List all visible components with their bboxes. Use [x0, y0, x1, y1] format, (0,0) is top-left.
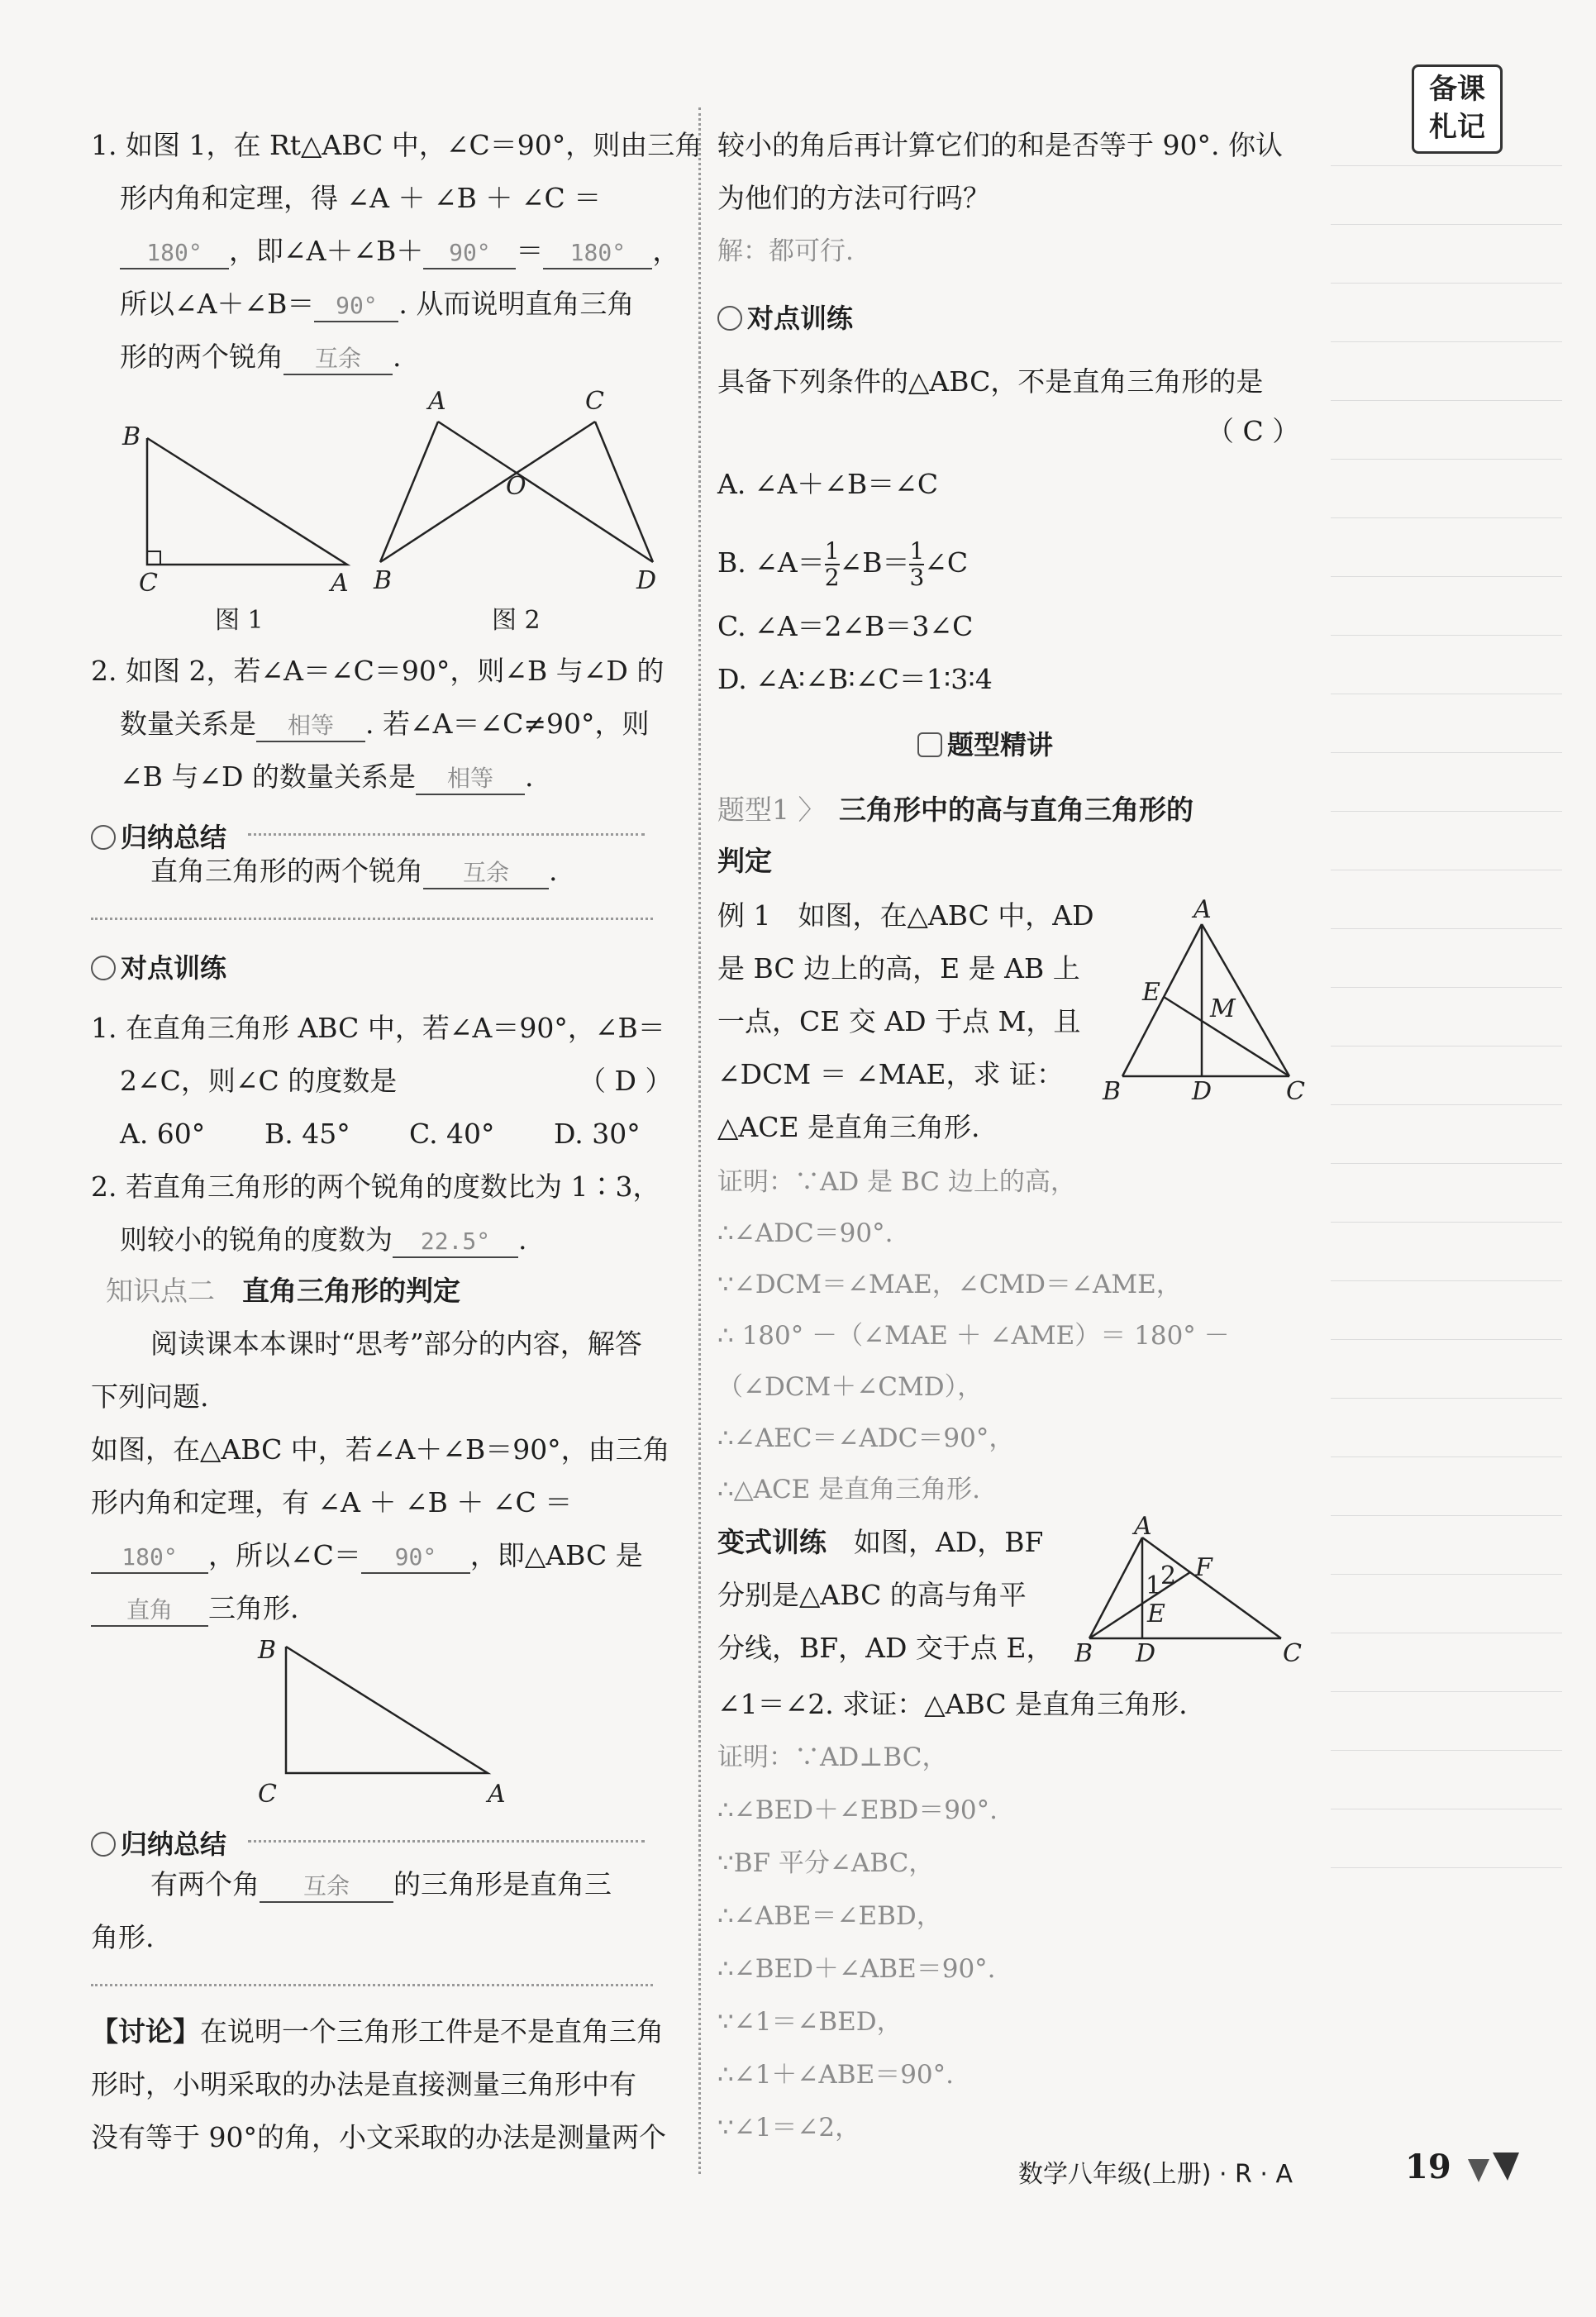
- notes-stamp: [1412, 64, 1503, 154]
- variant-figure: [1074, 1513, 1314, 1686]
- variant-line3: 分线，BF，AD 交于点 E，: [717, 1632, 1054, 1664]
- variant-line2: 分别是△ABC 的高与角平: [717, 1579, 1027, 1611]
- q1-line4: 所以∠A＋∠B＝ 90° . 从而说明直角三角: [120, 286, 634, 322]
- answer-blank: 直角: [91, 1595, 208, 1627]
- stamp-line1: 备课: [1429, 73, 1485, 106]
- summary2-heading: 归纳总结: [91, 1824, 226, 1862]
- pencil-icon: [91, 956, 116, 980]
- answer-blank: 22.5°: [393, 1227, 518, 1258]
- practice1-q2-line2: 则较小的锐角的度数为 22.5° .: [120, 1222, 527, 1258]
- ex1-line3: 一点，CE 交 AD 于点 M，且: [717, 1005, 1081, 1037]
- svg-text:C: C: [1286, 1077, 1305, 1106]
- answer-blank: 180°: [543, 238, 652, 269]
- ex1-proof-3: ∵∠DCM＝∠MAE，∠CMD＝∠AME，: [717, 1270, 1182, 1299]
- ex1-proof-1: 证明：∵AD 是 BC 边上的高，: [717, 1167, 1076, 1197]
- svg-text:A: A: [1134, 1513, 1152, 1541]
- discussion-line3: 没有等于 90°的角，小文采取的办法是测量两个: [91, 2121, 666, 2153]
- read-line4: 形内角和定理，有 ∠A ＋ ∠B ＋ ∠C ＝: [91, 1486, 573, 1518]
- variant-proof-6: ∵∠1＝∠BED，: [717, 2007, 903, 2037]
- answer-blank: 互余: [260, 1871, 393, 1903]
- knowledge-point-2: 知识点二 直角三角形的判定: [106, 1275, 460, 1307]
- discussion-cont-line2: 为他们的方法可行吗？: [717, 182, 990, 214]
- svg-text:1: 1: [1146, 1571, 1162, 1600]
- option-b: B. ∠A＝ $\frac{1}{2}$ ∠B＝ $\frac{1}{3}$ ∠C: [717, 537, 969, 591]
- answer-blank: 180°: [120, 238, 229, 269]
- dotted-rule: [248, 1840, 645, 1843]
- dotted-rule: [248, 833, 645, 836]
- answer-blank: 90°: [423, 238, 516, 269]
- practice2-answer: （ C ）: [1207, 415, 1300, 447]
- type1-title2: 判定: [717, 845, 772, 877]
- svg-text:E: E: [1142, 978, 1160, 1007]
- svg-text:B: B: [258, 1636, 277, 1665]
- ex1-line2: 是 BC 边上的高，E 是 AB 上: [717, 952, 1080, 984]
- summary2-line1: 有两个角 互余 的三角形是直角三: [150, 1866, 612, 1903]
- ex1-proof-2: ∴∠ADC＝90°.: [717, 1218, 893, 1248]
- ex1-proof-5: （∠DCM＋∠CMD），: [717, 1372, 984, 1402]
- practice1-q1-line2: 2∠C，则∠C 的度数是: [120, 1065, 398, 1097]
- q2-line3: ∠B 与∠D 的数量关系是 相等 .: [120, 759, 534, 795]
- discussion-solution: 解：都可行.: [717, 236, 854, 266]
- summary1-heading: 归纳总结: [91, 817, 226, 855]
- option-d: D. ∠A∶∠B∶∠C＝1∶3∶4: [717, 663, 993, 695]
- svg-text:D: D: [1136, 1639, 1156, 1668]
- discussion-line1: 【讨论】在说明一个三角形工件是不是直角三角: [91, 2015, 664, 2048]
- q1-line2: 形内角和定理，得 ∠A ＋ ∠B ＋ ∠C ＝: [120, 182, 602, 214]
- corner-arrow-icon: [1465, 2149, 1522, 2187]
- read-line2: 下列问题.: [91, 1380, 209, 1413]
- practice1-heading: 对点训练: [91, 947, 226, 985]
- ex1-proof-4: ∴ 180° －（∠MAE ＋ ∠AME）＝ 180° －: [717, 1321, 1230, 1351]
- q2-line1: 2. 如图 2，若∠A＝∠C＝90°，则∠B 与∠D 的: [91, 655, 665, 687]
- pencil-icon: [717, 306, 742, 331]
- answer-blank: 相等: [416, 764, 525, 795]
- figures-1-2: [107, 389, 686, 636]
- notes-margin-lines: [1331, 165, 1562, 1926]
- summary-icon: [91, 1832, 116, 1857]
- practice2-question: 具备下列条件的△ABC，不是直角三角形的是: [717, 365, 1264, 398]
- summary-icon: [91, 825, 116, 850]
- svg-text:B: B: [1103, 1077, 1122, 1106]
- svg-text:B: B: [374, 566, 393, 595]
- variant-proof-5: ∴∠BED＋∠ABE＝90°.: [717, 1954, 996, 1984]
- option-a: A. 60°: [120, 1118, 206, 1150]
- answer-blank: 180°: [91, 1542, 208, 1574]
- option-b: B. 45°: [264, 1118, 350, 1150]
- type1-title: 题型1 〉 三角形中的高与直角三角形的: [717, 794, 1193, 826]
- svg-text:C: C: [139, 569, 158, 598]
- svg-text:A: A: [428, 389, 446, 416]
- practice1-q2-line1: 2. 若直角三角形的两个锐角的度数比为 1∶3，: [91, 1170, 660, 1203]
- svg-text:M: M: [1210, 994, 1236, 1023]
- answer-blank: 互余: [283, 344, 393, 375]
- dotted-rule: [91, 1984, 653, 1986]
- svg-text:E: E: [1147, 1599, 1165, 1628]
- svg-text:C: C: [258, 1780, 277, 1809]
- svg-text:A: A: [488, 1780, 506, 1809]
- read-line3: 如图，在△ABC 中，若∠A＋∠B＝90°，由三角: [91, 1433, 670, 1466]
- footer-title: 数学八年级(上册) · R · A: [1018, 2160, 1293, 2189]
- svg-text:C: C: [1283, 1639, 1302, 1668]
- ex1-proof-6: ∴∠AEC＝∠ADC＝90°，: [717, 1423, 1015, 1453]
- variant-proof-3: ∵BF 平分∠ABC，: [717, 1848, 935, 1878]
- svg-text:A: A: [331, 569, 349, 598]
- figure-3: [240, 1628, 537, 1810]
- ex1-line4: ∠DCM ＝ ∠MAE，求 证：: [717, 1058, 1064, 1090]
- ex1-line1: 例 1 如图，在△ABC 中，AD: [717, 899, 1094, 932]
- svg-text:A: A: [1193, 895, 1212, 924]
- ex1-proof-7: ∴△ACE 是直角三角形.: [717, 1475, 981, 1504]
- practice2-heading: 对点训练: [717, 298, 853, 336]
- read-line5: 180° ，所以∠C＝ 90° ，即△ABC 是: [91, 1538, 643, 1574]
- variant-line1: 变式训练 如图，AD，BF: [717, 1526, 1044, 1558]
- svg-text:D: D: [636, 566, 657, 595]
- book-icon: [917, 732, 942, 757]
- figure-2: [373, 389, 656, 635]
- svg-text:F: F: [1195, 1553, 1212, 1582]
- variant-proof-1: 证明：∵AD⊥BC，: [717, 1743, 948, 1772]
- discussion-line2: 形时，小明采取的办法是直接测量三角形中有: [91, 2068, 636, 2100]
- summary2-line2: 角形.: [91, 1921, 155, 1953]
- option-d: D. 30°: [554, 1118, 641, 1150]
- practice1-q1-answer: （ D ）: [579, 1065, 673, 1097]
- q1-line1: 1. 如图 1，在 Rt△ABC 中，∠C＝90°，则由三角: [91, 129, 703, 161]
- answer-blank: 90°: [361, 1542, 470, 1574]
- variant-proof-8: ∵∠1＝∠2，: [717, 2113, 861, 2143]
- q1-line5: 形的两个锐角 互余 .: [120, 339, 402, 375]
- svg-text:D: D: [1192, 1077, 1212, 1106]
- column-divider: [698, 107, 701, 2174]
- svg-text:C: C: [585, 389, 604, 416]
- ex1-line5: △ACE 是直角三角形.: [717, 1111, 980, 1143]
- variant-proof-7: ∴∠1＋∠ABE＝90°.: [717, 2060, 954, 2090]
- read-line1: 阅读课本本课时“思考”部分的内容，解答: [150, 1328, 642, 1360]
- svg-text:图 1: 图 1: [215, 606, 264, 635]
- stamp-line2: 札记: [1429, 111, 1485, 144]
- answer-blank: 互余: [423, 858, 549, 889]
- dotted-rule: [91, 918, 653, 920]
- svg-text:B: B: [1074, 1639, 1093, 1668]
- summary1-line: 直角三角形的两个锐角 互余 .: [150, 853, 558, 889]
- svg-text:图 2: 图 2: [492, 606, 541, 635]
- variant-proof-2: ∴∠BED＋∠EBD＝90°.: [717, 1795, 998, 1825]
- variant-proof-4: ∴∠ABE＝∠EBD，: [717, 1901, 942, 1931]
- figure-1: [121, 422, 349, 635]
- read-line6: 直角 三角形.: [91, 1590, 299, 1627]
- page-number: 19: [1405, 2148, 1451, 2186]
- svg-text:O: O: [506, 472, 526, 501]
- option-c: C. 40°: [409, 1118, 495, 1150]
- ex1-figure: [1099, 893, 1322, 1108]
- discussion-cont-line1: 较小的角后再计算它们的和是否等于 90°. 你认: [717, 129, 1283, 161]
- practice1-q1-line1: 1. 在直角三角形 ABC 中，若∠A＝90°，∠B＝: [91, 1012, 665, 1044]
- types-heading: 题型精讲: [917, 724, 1053, 762]
- answer-blank: 相等: [256, 711, 365, 742]
- option-a: A. ∠A＋∠B＝∠C: [717, 468, 939, 500]
- variant-line4: ∠1＝∠2. 求证：△ABC 是直角三角形.: [717, 1688, 1188, 1720]
- q1-line3: 180° ，即∠A＋∠B＋ 90° ＝ 180° ，: [120, 233, 679, 269]
- svg-text:B: B: [122, 422, 141, 451]
- q2-line2: 数量关系是 相等 . 若∠A＝∠C≠90°，则: [120, 706, 650, 742]
- option-c: C. ∠A＝2∠B＝3∠C: [717, 610, 974, 642]
- answer-blank: 90°: [314, 291, 398, 322]
- svg-text:2: 2: [1160, 1561, 1177, 1590]
